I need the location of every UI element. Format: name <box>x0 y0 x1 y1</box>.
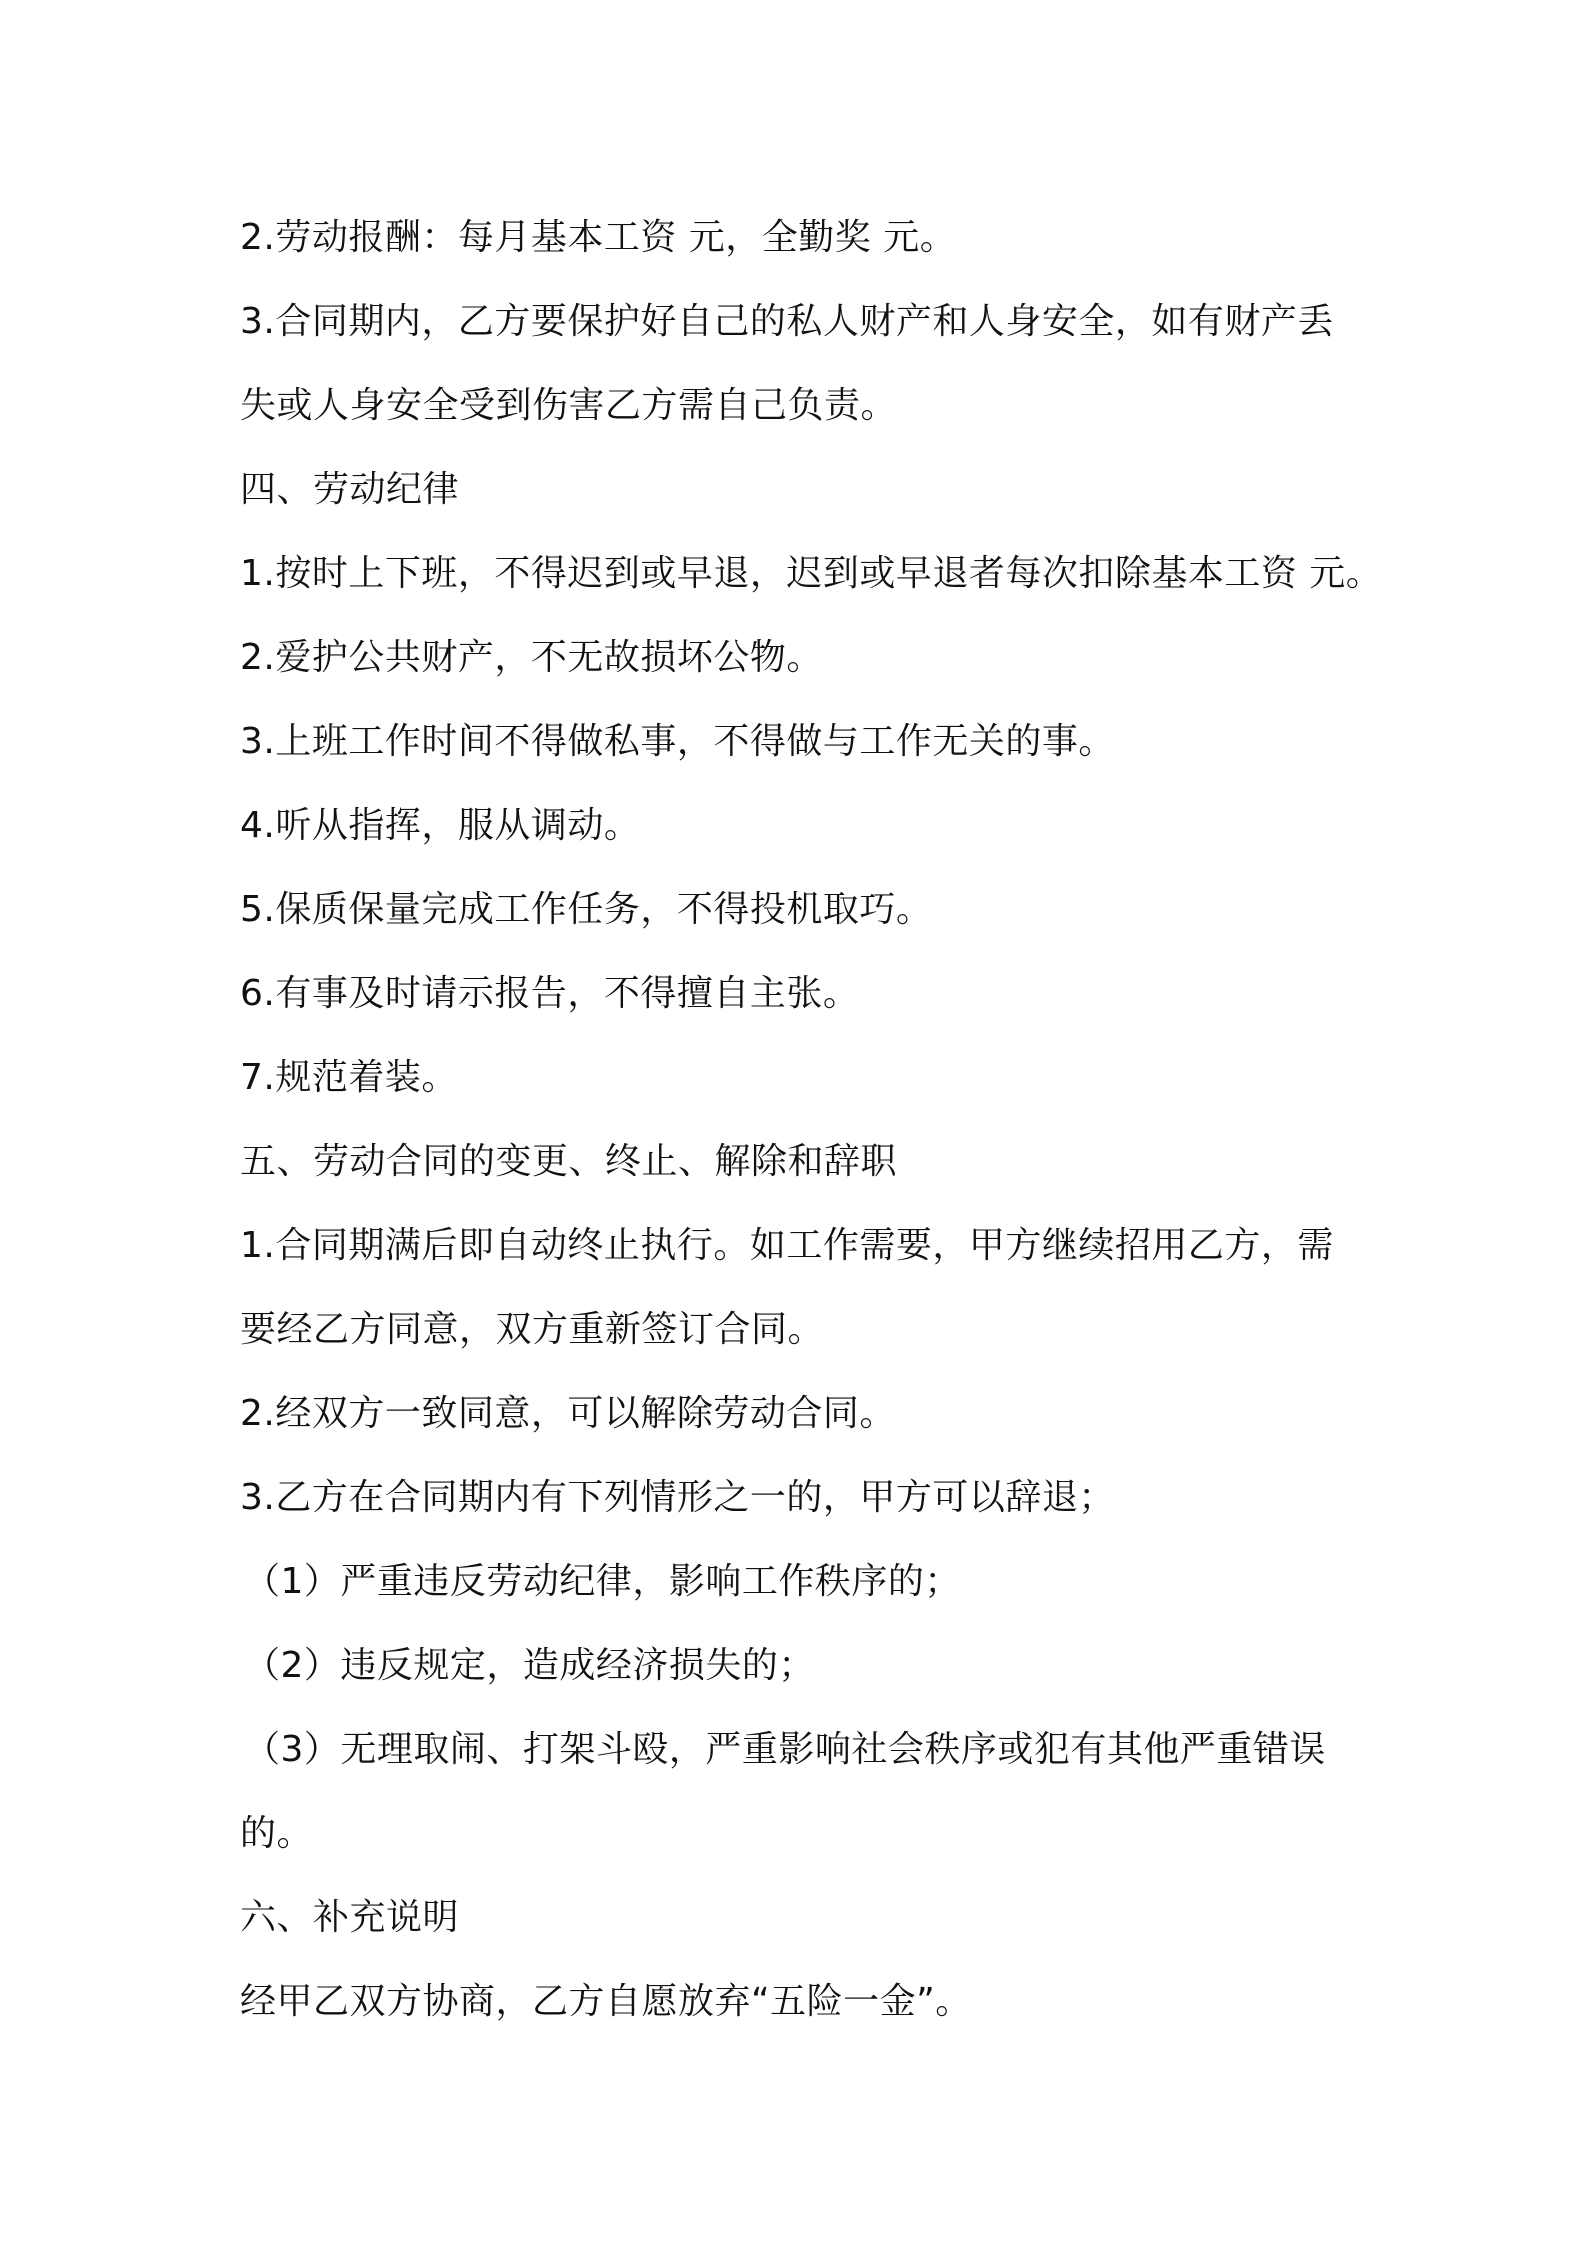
dismissal-case-2: （2）违反规定，造成经济损失的； <box>244 1645 815 1686</box>
section-heading-supplement: 六、补充说明 <box>240 1897 460 1938</box>
termination-item-1-line-2: 要经乙方同意，双方重新签订合同。 <box>240 1309 825 1350</box>
discipline-item-2: 2.爱护公共财产，不无故损坏公物。 <box>240 637 823 678</box>
discipline-item-7: 7.规范着装。 <box>240 1057 458 1098</box>
section-heading-termination: 五、劳动合同的变更、终止、解除和辞职 <box>240 1141 898 1182</box>
discipline-item-5: 5.保质保量完成工作任务，不得投机取巧。 <box>240 889 933 930</box>
termination-item-2: 2.经双方一致同意，可以解除劳动合同。 <box>240 1393 896 1434</box>
supplement-text: 经甲乙双方协商，乙方自愿放弃“五险一金”。 <box>240 1981 972 2022</box>
document-body <box>240 196 1390 2044</box>
dismissal-case-3-line-1: （3）无理取闹、打架斗殴，严重影响社会秩序或犯有其他严重错误 <box>244 1729 1326 1770</box>
discipline-item-1: 1.按时上下班，不得迟到或早退，迟到或早退者每次扣除基本工资 元。 <box>240 553 1383 594</box>
dismissal-case-1: （1）严重违反劳动纪律，影响工作秩序的； <box>244 1561 961 1602</box>
discipline-item-6: 6.有事及时请示报告，不得擅自主张。 <box>240 973 860 1014</box>
termination-item-1-line-1: 1.合同期满后即自动终止执行。如工作需要，甲方继续招用乙方，需 <box>240 1225 1334 1266</box>
termination-item-3: 3.乙方在合同期内有下列情形之一的，甲方可以辞退； <box>240 1477 1115 1518</box>
section-heading-discipline: 四、劳动纪律 <box>240 469 460 510</box>
clause-safety-line-1: 3.合同期内，乙方要保护好自己的私人财产和人身安全，如有财产丢 <box>240 301 1334 342</box>
discipline-item-3: 3.上班工作时间不得做私事，不得做与工作无关的事。 <box>240 721 1115 762</box>
discipline-item-4: 4.听从指挥，服从调动。 <box>240 805 641 846</box>
clause-remuneration: 2.劳动报酬：每月基本工资 元，全勤奖 元。 <box>240 217 957 258</box>
clause-safety-line-2: 失或人身安全受到伤害乙方需自己负责。 <box>240 385 898 426</box>
dismissal-case-3-line-2: 的。 <box>240 1813 314 1854</box>
